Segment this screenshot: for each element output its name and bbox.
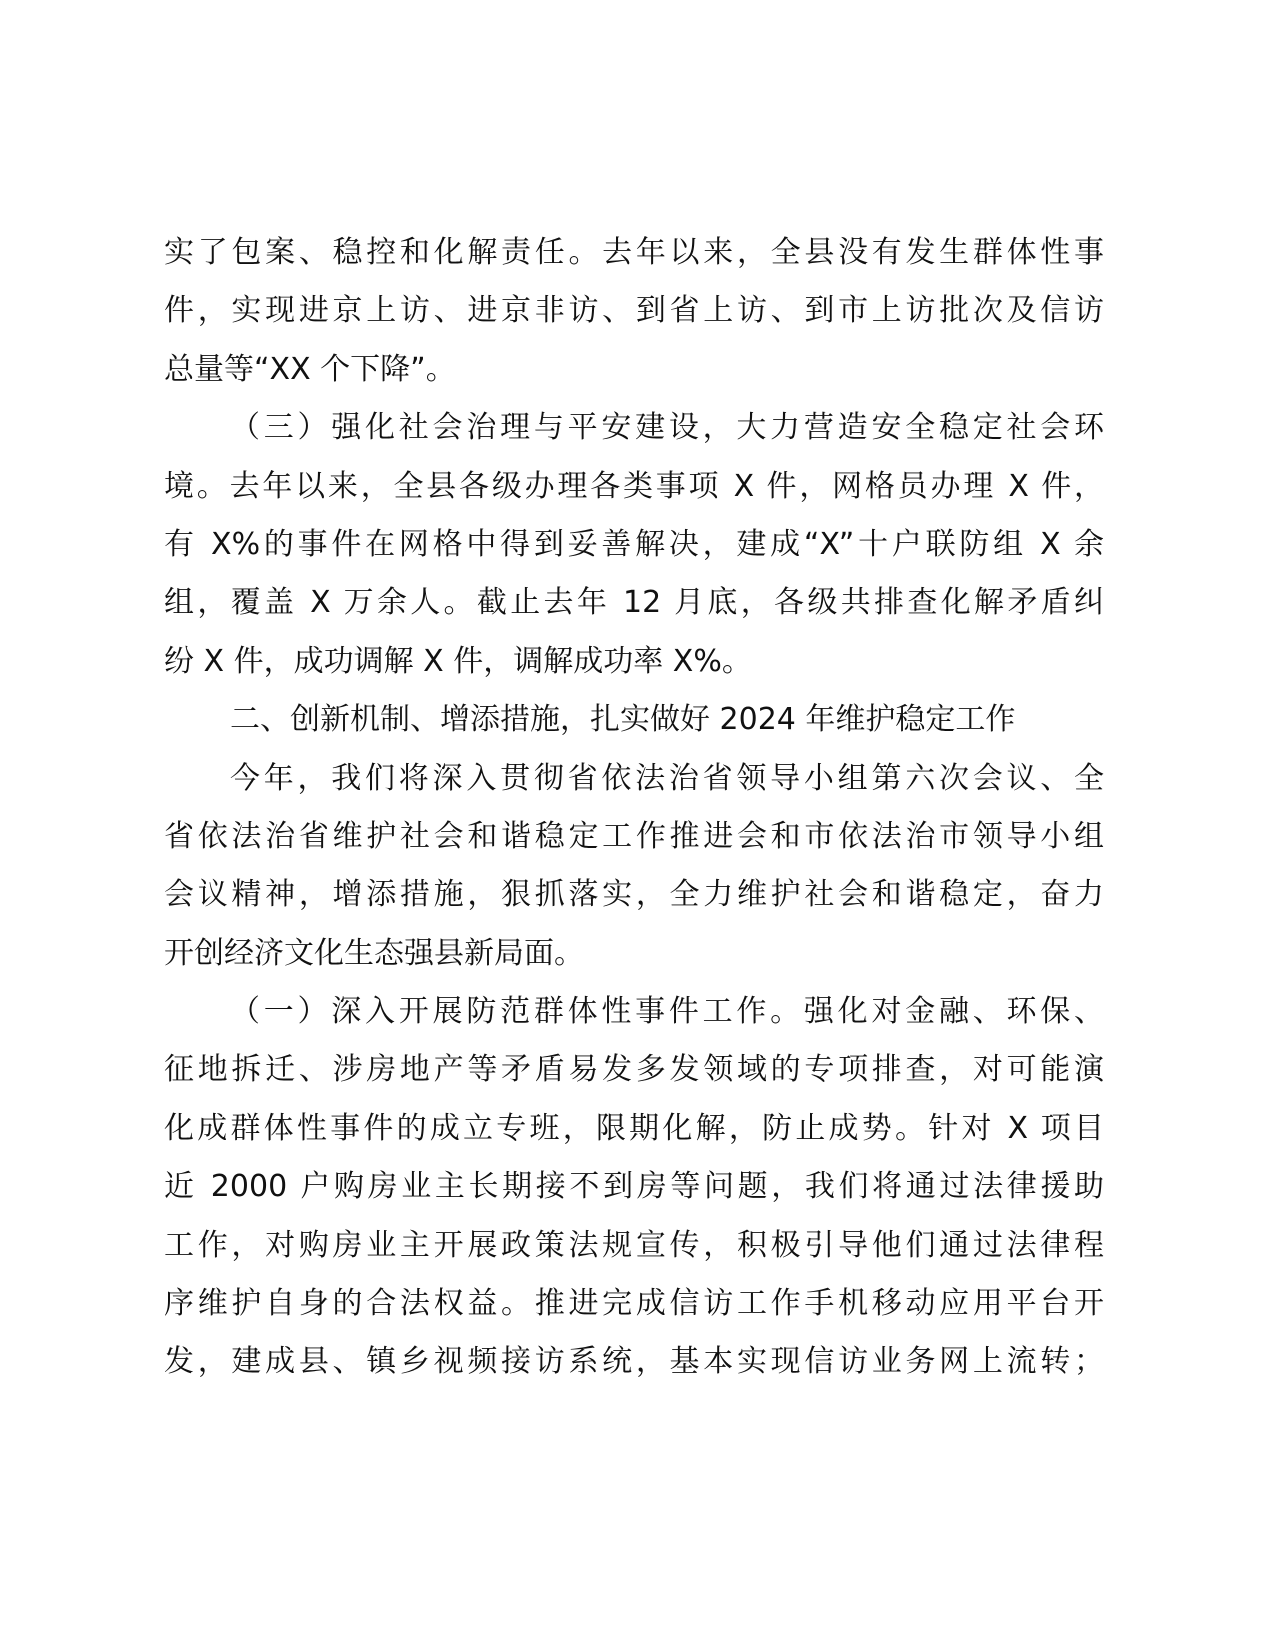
paragraph-line: 序维护自身的合法权益。推进完成信访工作手机移动应用平台开	[164, 1286, 1104, 1322]
section-heading-line: （三）强化社会治理与平安建设，大力营造安全稳定社会环	[230, 410, 1104, 446]
chapter-heading: 二、创新机制、增添措施，扎实做好 2024 年维护稳定工作	[230, 702, 1016, 738]
paragraph-line: 件，实现进京上访、进京非访、到省上访、到市上访批次及信访	[164, 293, 1104, 329]
paragraph-line: 今年，我们将深入贯彻省依法治省领导小组第六次会议、全	[230, 760, 1104, 796]
document-page	[164, 224, 1104, 1392]
paragraph-line: 省依法治省维护社会和谐稳定工作推进会和市依法治市领导小组	[164, 818, 1104, 854]
paragraph-line: 征地拆迁、涉房地产等矛盾易发多发领域的专项排查，对可能演	[164, 1052, 1104, 1088]
paragraph-line: 总量等“XX 个下降”。	[164, 351, 456, 387]
paragraph-line: 有 X%的事件在网格中得到妥善解决，建成“X”十户联防组 X 余	[164, 526, 1104, 562]
paragraph-line: 纷 X 件，成功调解 X 件，调解成功率 X%。	[164, 643, 752, 679]
paragraph-line: 会议精神，增添措施，狠抓落实，全力维护社会和谐稳定，奋力	[164, 877, 1104, 913]
paragraph-line: 发，建成县、镇乡视频接访系统，基本实现信访业务网上流转；	[164, 1344, 1104, 1380]
paragraph-line: 工作，对购房业主开展政策法规宣传，积极引导他们通过法律程	[164, 1227, 1104, 1263]
section-heading-line: （一）深入开展防范群体性事件工作。强化对金融、环保、	[230, 994, 1104, 1030]
paragraph-line: 化成群体性事件的成立专班，限期化解，防止成势。针对 X 项目	[164, 1110, 1104, 1146]
paragraph-line: 境。去年以来，全县各级办理各类事项 X 件，网格员办理 X 件，	[164, 468, 1104, 504]
paragraph-line: 开创经济文化生态强县新局面。	[164, 935, 584, 971]
paragraph-line: 实了包案、稳控和化解责任。去年以来，全县没有发生群体性事	[164, 235, 1104, 270]
paragraph-line: 组，覆盖 X 万余人。截止去年 12 月底，各级共排查化解矛盾纠	[164, 585, 1104, 621]
paragraph-line: 近 2000 户购房业主长期接不到房等问题，我们将通过法律援助	[164, 1169, 1104, 1205]
